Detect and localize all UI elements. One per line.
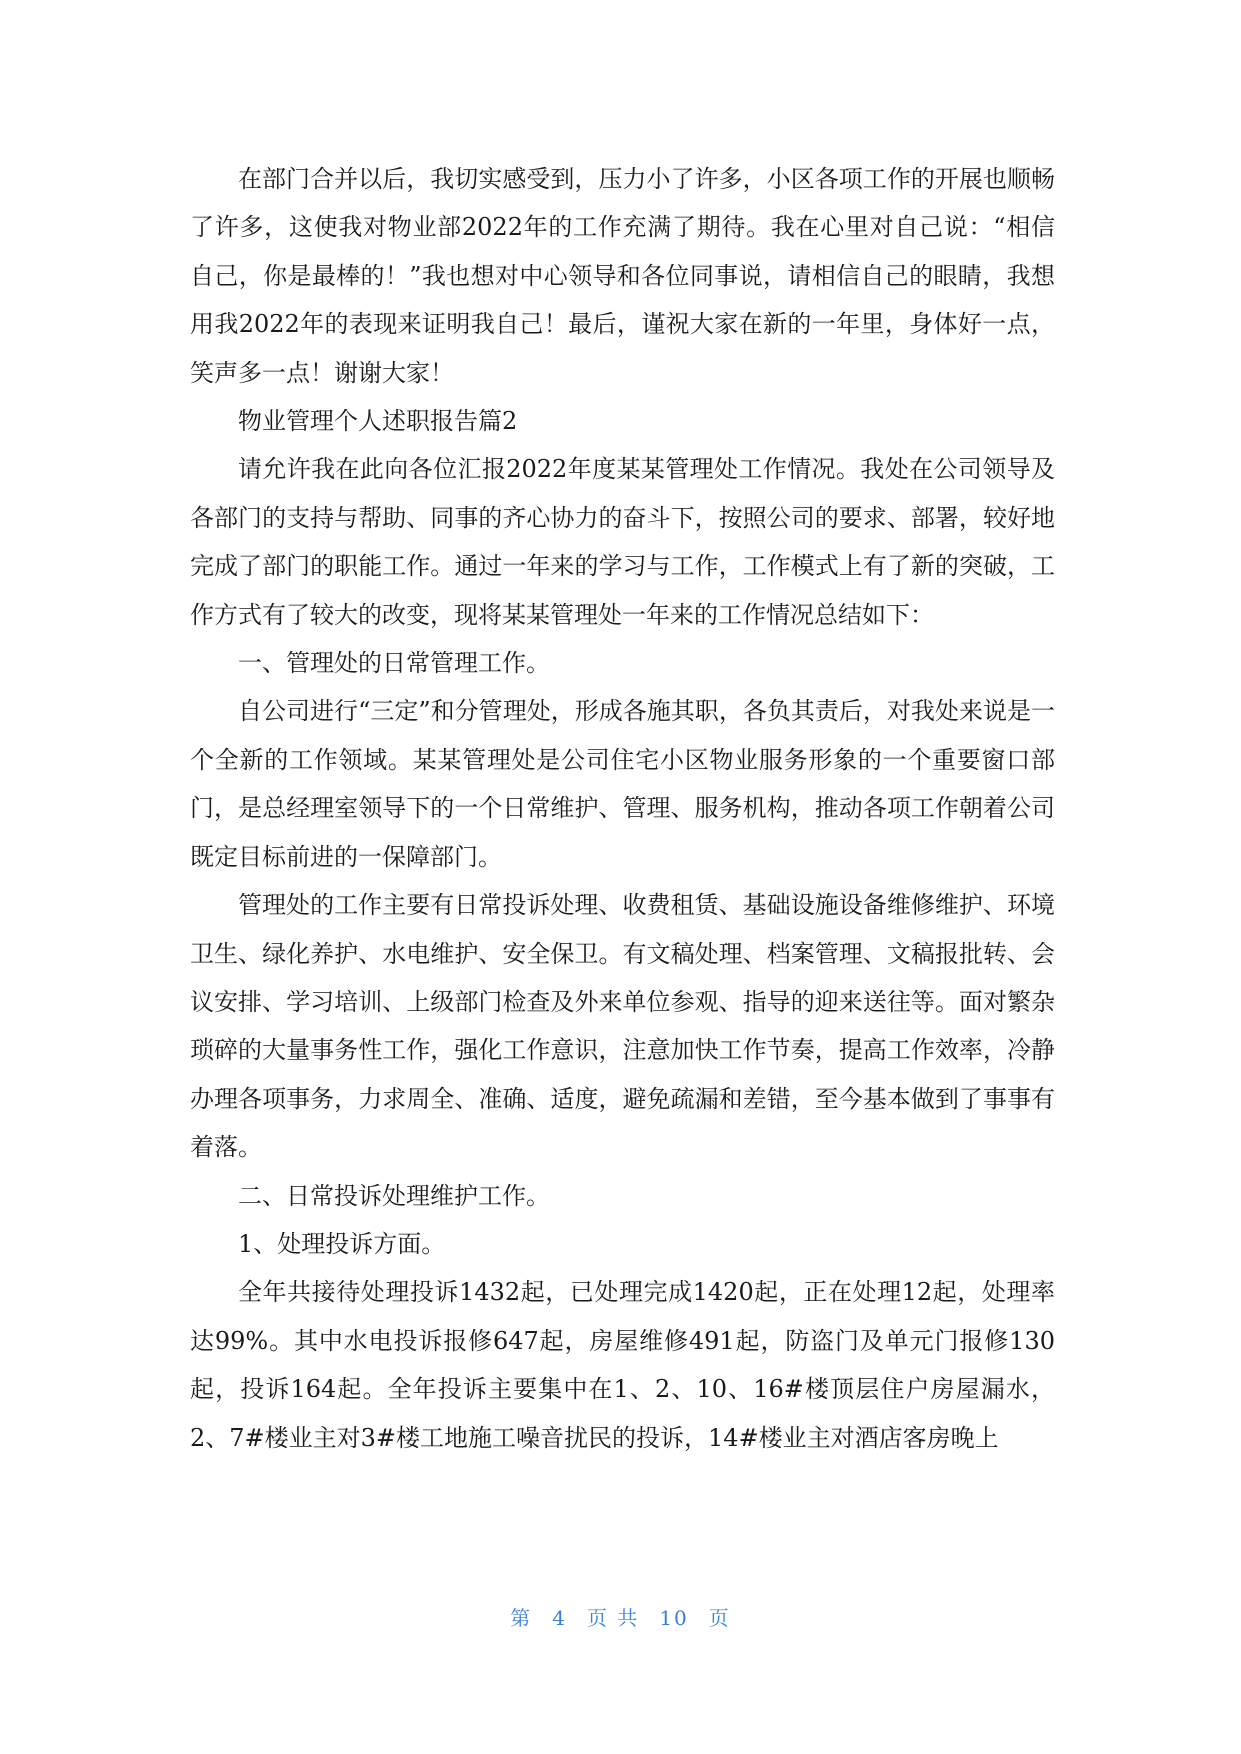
- paragraph: 全年共接待处理投诉1432起，已处理完成1420起，正在处理12起，处理率达99%。其中水电投诉报修647起，房屋维修491起，防盗门及单元门报修130起，投诉164起。全年投诉主要集中在1、2、10、16#楼顶层住户房屋漏水，2、7#楼业主对3#楼工地施工噪音扰民的投诉，14#楼业主对酒店客房晚上: [190, 1278, 1055, 1452]
- section-heading: 物业管理个人述职报告篇2: [238, 407, 518, 436]
- section-heading: 一、管理处的日常管理工作。: [238, 649, 550, 678]
- current-page-number: 4: [552, 1606, 567, 1630]
- paragraph: 请允许我在此向各位汇报2022年度某某管理处工作情况。我处在公司领导及各部门的支持与帮助、同事的齐心协力的奋斗下，按照公司的要求、部署，较好地完成了部门的职能工作。通过一年来的学习与工作，工作模式上有了新的突破，工作方式有了较大的改变，现将某某管理处一年来的工作情况总结如下：: [190, 455, 1055, 629]
- paragraph: 自公司进行“三定”和分管理处，形成各施其职，各负其责后，对我处来说是一个全新的工作领域。某某管理处是公司住宅小区物业服务形象的一个重要窗口部门，是总经理室领导下的一个日常维护、管理、服务机构，推动各项工作朝着公司既定目标前进的一保障部门。: [190, 697, 1055, 871]
- document-body: [190, 155, 1055, 1462]
- subsection-heading: 1、处理投诉方面。: [238, 1229, 446, 1258]
- page-footer: [0, 1602, 1241, 1631]
- section-heading: 二、日常投诉处理维护工作。: [238, 1181, 550, 1210]
- total-pages-number: 10: [659, 1606, 689, 1630]
- paragraph: 在部门合并以后，我切实感受到，压力小了许多，小区各项工作的开展也顺畅了许多，这使我对物业部2022年的工作充满了期待。我在心里对自己说：“相信自己，你是最棒的！”我也想对中心领导和各位同事说，请相信自己的眼睛，我想用我2022年的表现来证明我自己！最后，谨祝大家在新的一年里，身体好一点，笑声多一点！谢谢大家！: [190, 165, 1055, 387]
- paragraph: 管理处的工作主要有日常投诉处理、收费租赁、基础设施设备维修维护、环境卫生、绿化养护、水电维护、安全保卫。有文稿处理、档案管理、文稿报批转、会议安排、学习培训、上级部门检查及外来单位参观、指导的迎来送往等。面对繁杂琐碎的大量事务性工作，强化工作意识，注意加快工作节奏，提高工作效率，冷静办理各项事务，力求周全、准确、适度，避免疏漏和差错，至今基本做到了事事有着落。: [190, 891, 1055, 1162]
- page-label-suffix: 页: [708, 1606, 731, 1630]
- page-label-mid: 页 共: [586, 1606, 640, 1630]
- page-label-prefix: 第: [510, 1606, 533, 1630]
